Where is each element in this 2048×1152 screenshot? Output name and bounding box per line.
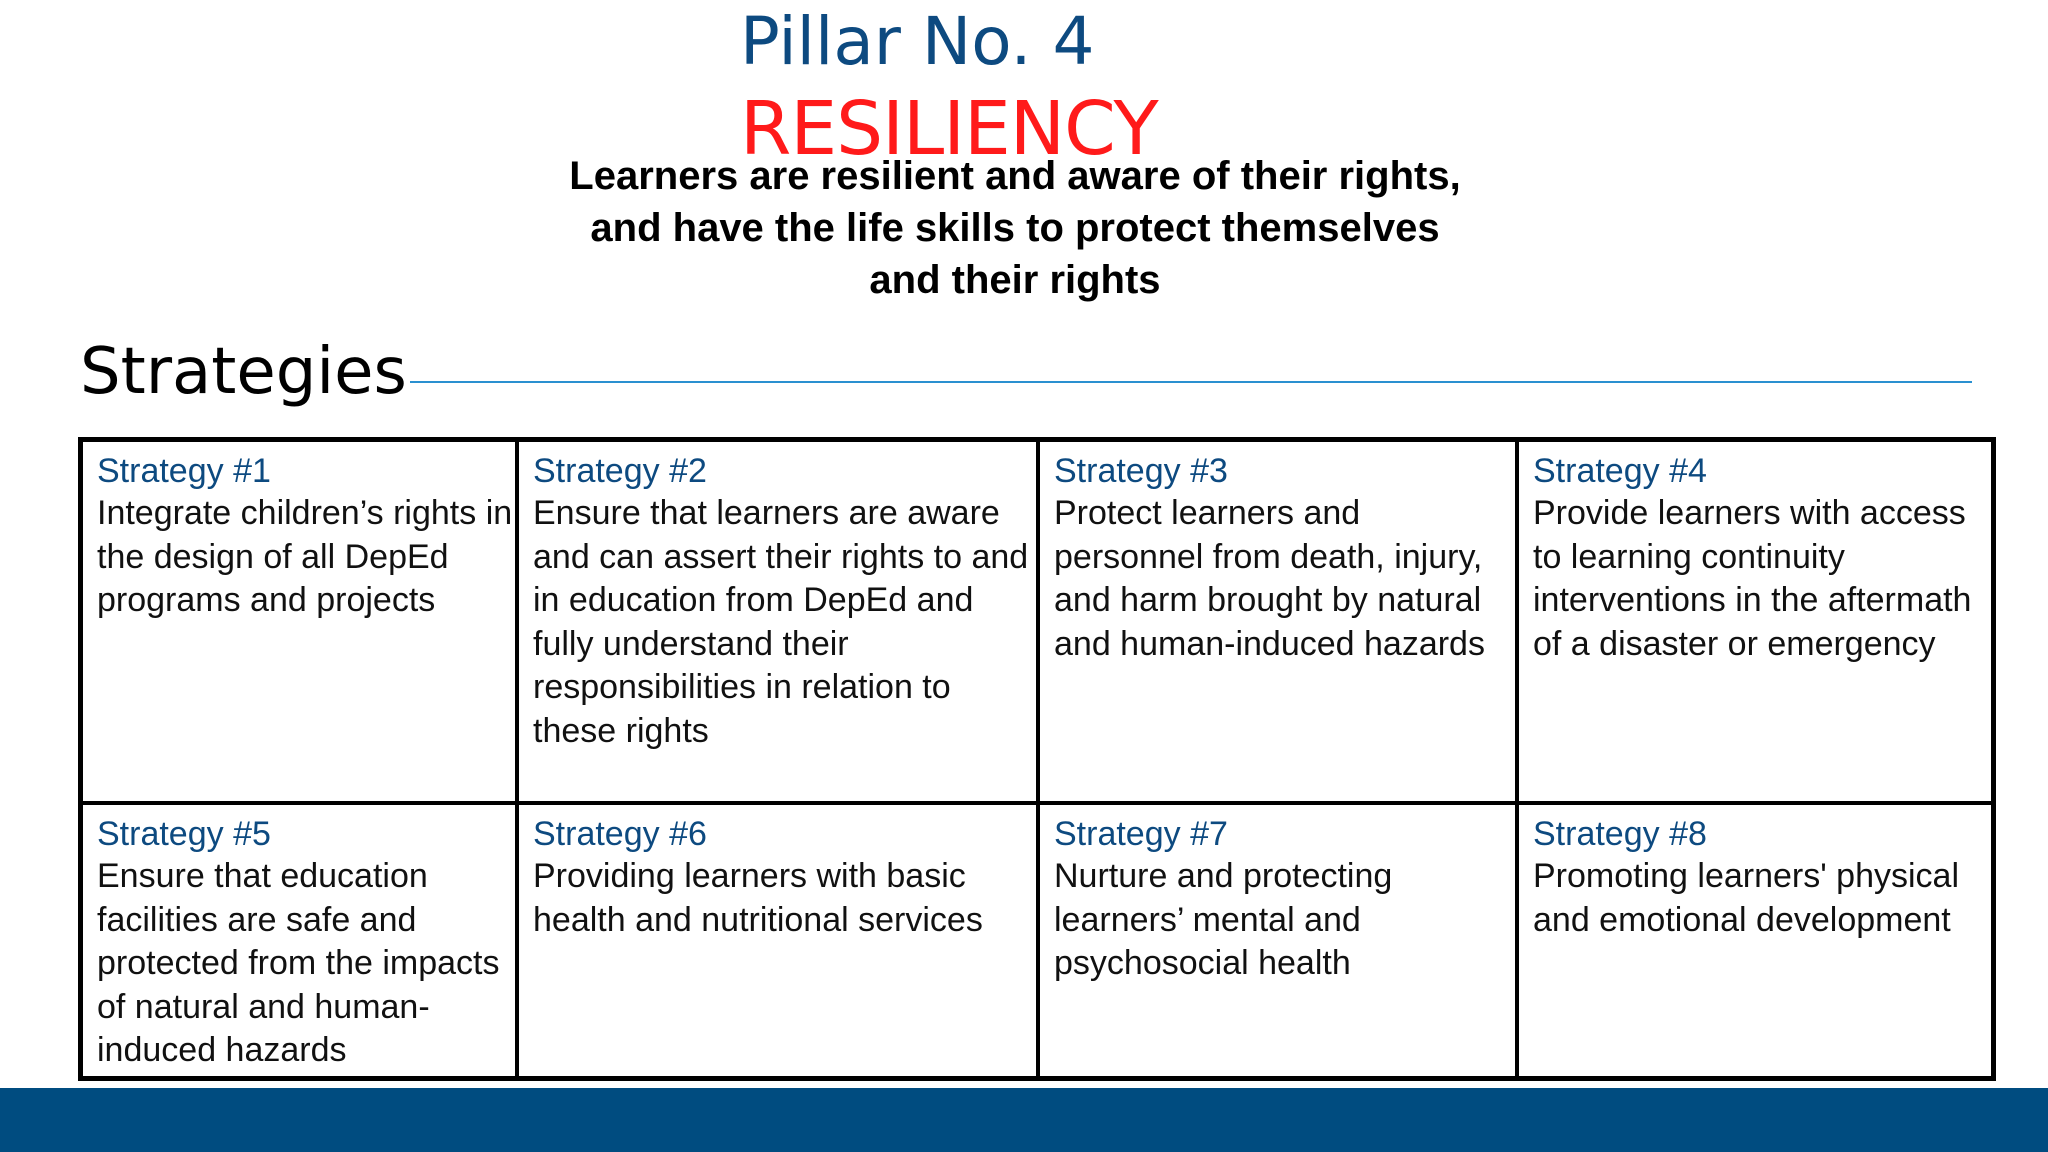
strategy-text: Ensure that learners are aware and can assert their rights to and in education from DepEd and fully understand their responsibilities in relation to these rights xyxy=(533,494,1029,750)
strategy-cell-1 xyxy=(83,442,519,805)
pillar-title: Pillar No. 4 xyxy=(740,3,1095,80)
strategy-title: Strategy #5 xyxy=(97,815,271,853)
strategy-title: Strategy #2 xyxy=(533,452,707,490)
strategy-text: Promoting learners' physical and emotional development xyxy=(1533,857,1960,939)
strategy-cell-5 xyxy=(83,805,519,1076)
strategy-text: Ensure that education facilities are safe and protected from the impacts of natural and human-induced hazards xyxy=(97,857,500,1069)
footer-bar xyxy=(0,1088,2048,1152)
strategy-text: Providing learners with basic health and nutritional services xyxy=(533,857,983,939)
strategy-text: Protect learners and personnel from death, injury, and harm brought by natural and human-induced hazards xyxy=(1054,494,1485,663)
strategies-grid xyxy=(78,437,1996,1081)
strategy-title: Strategy #8 xyxy=(1533,815,1707,853)
strategy-title: Strategy #6 xyxy=(533,815,707,853)
strategy-cell-3 xyxy=(1040,442,1519,805)
strategy-title: Strategy #7 xyxy=(1054,815,1228,853)
strategy-cell-6 xyxy=(519,805,1040,1076)
strategy-cell-7 xyxy=(1040,805,1519,1076)
pillar-goal: Learners are resilient and aware of their rights, and have the life skills to protect themselves and their rights xyxy=(569,154,1461,302)
strategies-heading: Strategies xyxy=(80,335,407,409)
strategy-text: Nurture and protecting learners’ mental and psychosocial health xyxy=(1054,857,1393,982)
strategy-title: Strategy #3 xyxy=(1054,452,1228,490)
strategy-cell-8 xyxy=(1519,805,1991,1076)
strategy-title: Strategy #4 xyxy=(1533,452,1707,490)
heading-rule xyxy=(410,381,1972,383)
strategy-cell-4 xyxy=(1519,442,1991,805)
strategy-text: Provide learners with access to learning continuity interventions in the aftermath of a disaster or emergency xyxy=(1533,494,1972,663)
strategy-text: Integrate children’s rights in the design of all DepEd programs and projects xyxy=(97,494,513,619)
strategy-cell-2 xyxy=(519,442,1040,805)
strategy-title: Strategy #1 xyxy=(97,452,271,490)
pillar-name: RESILIENCY xyxy=(740,86,1158,172)
